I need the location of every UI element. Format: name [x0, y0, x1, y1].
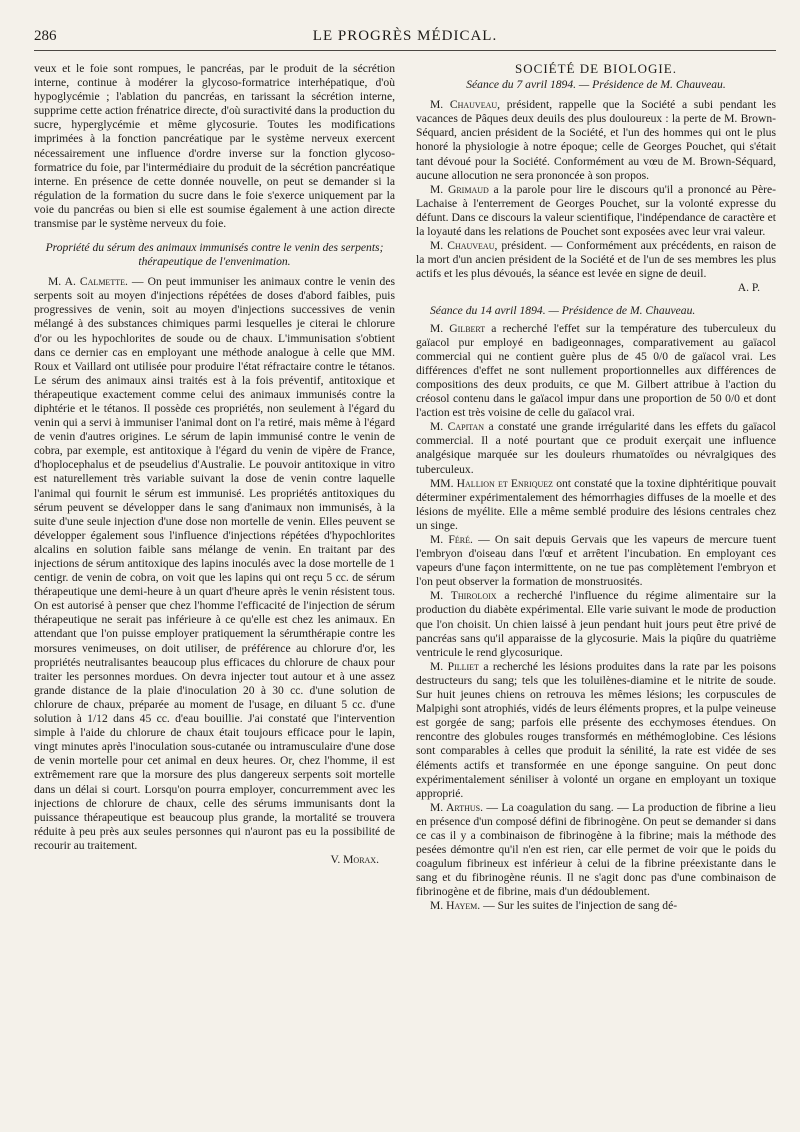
author-name: M. Chauveau, [430, 239, 498, 253]
calmette-paragraph [34, 275, 395, 853]
author-name: M. Pilliet [430, 659, 479, 673]
paragraph [416, 899, 776, 913]
paragraph-text: a recherché les lésions produites dans la rate par les poisons destructeurs du sang; tels que les toluilènes-diamine et le nitrite de soude. Sur huit jeunes chiens on retrouva les mêmes lésions; les corpuscules de Malpighi sont atrophiés, vidés de leurs éléments propres, et la pulpe veineuse est gorgée de sang; parfois elle présente des ecchymoses étendues. On rencontre des globules rouges transformés en méthémoglobine. Ces lésions sont comparables à celles que produit la sénilité, la rate est vidée de ses éléments actifs et transformée en une éponge sanguine. On peut donc expérimentalement séniliser à volonté un organe en employant un toxique approprié. [416, 659, 776, 800]
left-column [34, 62, 395, 1122]
session-heading-2: Séance du 14 avril 1894. — Présidence de M. Chauveau. [430, 303, 696, 317]
page-number: 286 [34, 28, 57, 44]
journal-title: LE PROGRÈS MÉDICAL. [312, 28, 498, 44]
paragraph [416, 533, 776, 589]
running-header [34, 28, 776, 51]
paragraph [416, 420, 776, 476]
author-name: M. A. Calmette. [48, 275, 128, 289]
author-name: M. Hayem. [430, 899, 481, 913]
paragraph-text: président, rappelle que la Société a subi pendant les vacances de Pâques deux deuils des plus douloureux : la perte de M. Brown-Séquard, ancien président de la Société, et l'un des hommes qui ont le plus honoré la physiologie à notre époque; celle de Georges Pouchet, qui s'était tant dévoué pour la Société. Conformément au vœu de M. Brown-Séquard, aucune allocution ne sera prononcée à son propos. [416, 98, 776, 182]
author-name: M. Gilbert [430, 321, 486, 335]
signature-row [416, 281, 776, 295]
right-column [416, 62, 776, 1122]
paragraph [416, 239, 776, 281]
paragraph-text: a la parole pour lire le discours qu'il a prononcé au Père-Lachaise à l'enterrement de Georges Pouchet, sur la volonté expresse du défunt. Dans ce discours la valeur scientifique, l'indépendance de caractère et la loyauté dans les relations de Pouchet sont exposées avec leur vrai valeur. [416, 182, 776, 239]
paragraph-text: — On sait depuis Gervais que les vapeurs de mercure tuent l'embryon d'oiseau dans l'œuf et arrêtent l'incubation. En employant ces vapeurs d'une façon intermittente, on ne tue pas complètement l'embryon et l'on peut observer la formation de monstruosités. [416, 533, 776, 589]
paragraph-text: — On peut immuniser les animaux contre le venin des serpents soit au moyen d'injections répétées de doses d'abord faibles, puis progressives de venin, soit au moyen d'injections successives de venin mélangé à des substances chimiques parmi lesquelles je citerai le chlorure d'or ou les hypochlorites de soude ou de chaux. L'immunisation s'obtient dans ce dernier cas en employant une méthode analogue à celle que MM. Roux et Vaillard ont utilisée pour produire l'état réfractaire contre le tétanos. Le sérum des animaux ainsi traités est à la fois préventif, antitoxique et thérapeutique exactement comme celui des animaux immunisés contre la diphtérie et le tétanos. Il possède ces propriétés, non seulement à l'égard du venin qui a servi à immuniser l'animal dont on l'a retiré, mais même à l'égard de venin d'autres origines. Le sérum de lapin immunisé contre le venin de cobra, par exemple, est antitoxique à l'égard du venin de vipère de France, d'hoplocephalus et de pseudelius d'Australie. Le pouvoir antitoxique in vitro est naturellement très variable suivant la dose de venin contre laquelle l'animal qui fournit le sérum est immunisé. Les propriétés antitoxiques du sérum peuvent se développer dans le sang d'animaux non immunisés, à la suite d'une seule injection d'une dose non mortelle de venin. Elles peuvent se développer également sous l'influence d'injections répétées d'hypochlorites alcalins en solution faible sans mélange de venin. En traitant par des injections de sérum antitoxique des lapins inoculés avec la dose mortelle de 1 centigr. de venin de cobra, on voit que les lapins qui ont reçu 5 cc. de sérum thérapeutique une demi-heure à un quart d'heure après le venin résistent tous. On est autorisé à penser que chez l'homme l'efficacité de l'injection de sérum thérapeutique ne serait pas inférieure à ce qu'elle est chez les animaux. En attendant que l'on puisse employer pratiquement la sérumthérapie contre les morsures venimeuses, on doit utiliser, de préférence au chlorure d'or, les propriétés neutralisantes beaucoup plus efficaces du chlorure de chaux pour traiter les personnes mordues. On devra injecter tout autour et à une assez grande distance de la plaie d'inoculation 20 à 30 cc. d'une solution de chlorure de chaux, préparée au moment de l'usage, en diluant 5 cc. d'une solution à 1/12 dans 45 cc. d'eau bouillie. J'ai constaté que l'intervention simple à l'aide du chlorure de chaux était toujours efficace pour le lapin, vingt minutes après l'inoculation sous-cutanée ou intramusculaire d'une dose de venin mortelle pour cet animal en deux heures. Or, chez l'homme, il est extrêmement rare que la morsure des plus dangereux serpents soit mortelle dans un délai si court. Lorsqu'on pourra employer, concurremment avec les injections de chlorure de chaux, celle des sérums immunisants dont la puissance thérapeutique est beaucoup plus grande, la mortalité se trouvera réduite à peu près aux seules personnes qui n'auront pas eu la possibilité de recourir au traitement. [34, 275, 395, 852]
paragraph [416, 801, 776, 900]
paragraph-text: — La coagulation du sang. — La production de fibrine a lieu en présence d'un composé défini de fibrinogène. On peut se demander si dans ce cas il y a combinaison de fibrinogène à la fibrine; mais la méthode des pesées démontre qu'il n'en est rien, car elle permet de voir que le poids du coagulum fibrineux est inférieur à celui de la fibrine préexistante dans le sang et du fibrinogène réunis. Il ne s'agit donc pas d'une combinaison de fibrinogène et de fibrine, mais d'un dédoublement. [416, 800, 776, 899]
paragraph [416, 589, 776, 659]
author-name: M. Chauveau, [430, 98, 501, 112]
session-heading-1: Séance du 7 avril 1894. — Présidence de M. Chauveau. [466, 78, 726, 92]
signature-row [34, 853, 395, 867]
paragraph [416, 183, 776, 239]
paragraph-text: a constaté une grande irrégularité dans les effets du gaïacol commercial. Il a noté pourtant que ce produit exerçait une influence analgésique marquée sur les douleurs rhumatoïdes ou névralgiques des tuberculeux. [416, 420, 776, 476]
paragraph [416, 322, 776, 421]
article-title: Propriété du sérum des animaux immunisés contre le venin des serpents; thérapeutique de l'envenimation. [45, 241, 384, 269]
intro-paragraph: veux et le foie sont rompues, le pancréas, par le produit de la sécrétion interne, continue à modérer la glycoso-formatrice interhépatique, d'où hypoglycémie ; l'ablation du pancréas, en tarissant la sécrétion interne, supprime cette action frénatrice directe, d'où suractivité dans la production du sucre, hyperglycémie et même glycosurie. Toutes les modifications imprimées à la fonction pancréatique par le système nerveux exercent nécessairement une influence d'ordre inverse sur la fonction glycoso-formatrice du foie, par l'intermédiaire du produit de la sécrétion pancréatique interne. En présence de cette donnée nouvelle, on peut se demander si la régulation de la formation du sucre dans le foie s'exerce uniquement par la voie du pancréas ou bien si elle est soumise également à une action directe transmise par le système nerveux du foie. [34, 62, 395, 231]
paragraph-text: a recherché l'effet sur la température des tuberculeux du gaïacol pur employé en badigeonnages, comparativement au gaïacol commercial qui ne contient guère plus de 45 0/0 de gaïacol vrai. Les différences d'effet ne sont nullement proportionnelles aux différences de compositions des deux produits, ce que M. Gilbert attribue à l'action du créosol contenu dans le gaïacol impur dans une proportion de 50 0/0 et dont l'action est très voisine de celle du gaïacol vrai. [416, 321, 776, 420]
author-name: M. Féré. [430, 533, 473, 546]
paragraph [416, 660, 776, 801]
paragraph [416, 477, 776, 533]
author-name: M. Grimaud [430, 182, 489, 196]
author-name: MM. Hallion et Enriquez [430, 476, 554, 490]
paragraph-text: ont constaté que la toxine diphtéritique pouvait déterminer expérimentalement des hémorrhagies diffuses de la moelle et des lésions de myélite. Elle a même semblé produire des lésions centrales chez un singe. [416, 476, 776, 532]
signature: V. Morax. [330, 852, 379, 866]
author-name: M. Thiroloix [430, 589, 497, 603]
author-name: M. Capitan [430, 420, 485, 434]
paragraph-text: a recherché l'influence du régime alimentaire sur la production du diabète expérimental. Elle varie suivant le mode de production que l'on choisit. Un chien laissé à jeun pendant huit jours peut être privé de pancréas sans qu'il apparaisse de la glycosurie. Mais la piqûre du quatrième ventricule le rend glycosurique. [416, 589, 776, 659]
paragraph [416, 98, 776, 183]
signature: A. P. [737, 281, 760, 295]
paragraph-text: président. — Conformément aux précédents, en raison de la mort d'un ancien président de la Société et de l'un de ses membres les plus actifs et les plus dévoués, la séance est levée en signe de deuil. [416, 239, 776, 281]
section-title: SOCIÉTÉ DE BIOLOGIE. [515, 62, 677, 76]
paragraph-text: — Sur les suites de l'injection de sang dé- [480, 899, 678, 913]
author-name: M. Arthus. [430, 800, 483, 814]
